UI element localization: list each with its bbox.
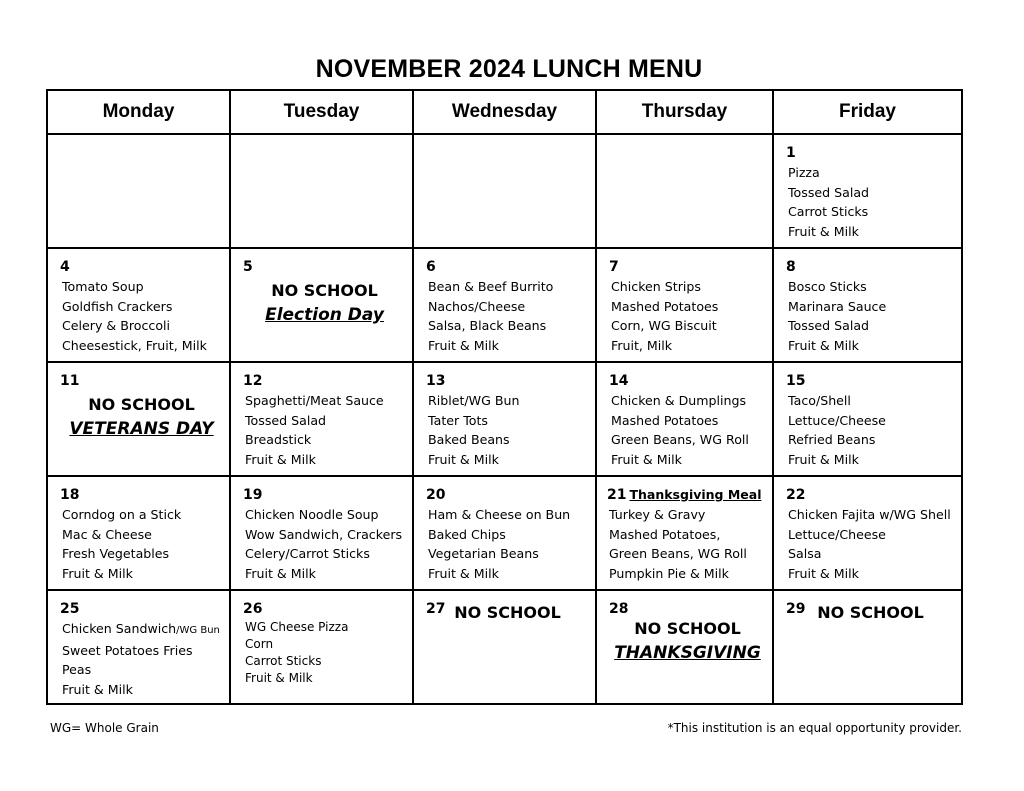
menu-items [243,391,406,469]
day-number: 26 [243,601,263,617]
day-cell [230,476,413,590]
menu-item: Salsa [788,546,822,562]
no-school-day-cell [47,362,230,476]
menu-item: Baked Chips [428,526,506,542]
menu-item: Fruit & Milk [62,681,133,697]
day-number: 18 [60,487,80,503]
week-row [47,134,962,248]
day-number: 28 [609,601,629,617]
menu-item: Vegetarian Beans [428,546,539,562]
menu-item: Corndog on a Stick [62,507,182,522]
menu-items [243,619,406,687]
empty-day-cell [47,134,230,248]
menu-item: Bosco Sticks [788,279,867,294]
menu-item: Breadstick [245,432,312,448]
day-number: 7 [609,259,619,275]
menu-item: Fruit & Milk [428,565,499,581]
menu-item: Fruit, Milk [611,337,673,353]
day-number: 27 [426,601,446,617]
menu-item: Fruit & Milk [428,451,499,467]
week-row [47,362,962,476]
menu-item: Chicken Noodle Soup [245,507,379,522]
menu-item: Corn [245,637,274,651]
menu-item: Mashed Potatoes [611,412,719,428]
holiday-reason: VETERANS DAY [69,419,214,439]
no-school-day-cell [596,590,773,704]
empty-day-cell [413,134,596,248]
menu-item: Carrot Sticks [245,654,322,668]
menu-items [426,277,589,355]
day-number: 8 [786,259,796,275]
menu-item: Mashed Potatoes [611,298,719,314]
menu-item: Fruit & Milk [611,451,682,467]
menu-items [243,505,406,583]
no-school-label: NO SCHOOL [817,603,924,622]
menu-item: Marinara Sauce [788,298,887,314]
empty-day-cell [230,134,413,248]
lunch-menu-calendar [46,89,963,705]
menu-item: Pumpkin Pie & Milk [609,565,729,581]
menu-item: Fresh Vegetables [62,546,170,562]
menu-item: Baked Beans [428,432,510,448]
menu-item: Tossed Salad [245,412,327,428]
menu-items [786,163,955,241]
day-cell [413,362,596,476]
menu-item: Sweet Potatoes Fries [62,642,193,658]
day-cell [47,476,230,590]
menu-item: Carrot Sticks [788,204,869,220]
menu-item: Green Beans, WG Roll [609,546,747,562]
day-number: 6 [426,259,436,275]
menu-item: Peas [62,662,92,678]
day-cell [596,476,773,590]
day-cell [47,590,230,704]
weekday-header-thursday: Thursday [596,90,773,134]
week-row [47,590,962,704]
menu-item: Ham & Cheese on Bun [428,507,571,522]
holiday-reason: Election Day [265,305,384,325]
no-school-label: NO SCHOOL [271,281,378,300]
menu-items [786,277,955,355]
day-cell [413,476,596,590]
day-cell [596,248,773,362]
day-number: 15 [786,373,806,389]
weekday-header-row [47,90,962,134]
day-cell [596,362,773,476]
menu-item: Turkey & Gravy [609,507,706,522]
menu-items [60,505,223,583]
day-number: 4 [60,259,70,275]
menu-items [60,619,223,699]
menu-item: Nachos/Cheese [428,298,526,314]
menu-item: Cheesestick, Fruit, Milk [62,337,207,353]
weekday-header-tuesday: Tuesday [230,90,413,134]
menu-items [426,391,589,469]
menu-items [786,505,955,583]
day-number: 5 [243,259,253,275]
menu-item: Fruit & Milk [62,565,133,581]
menu-item: Fruit & Milk [245,671,313,685]
bun-note: /WG Bun [176,625,220,636]
week-row [47,476,962,590]
menu-item: Fruit & Milk [245,451,316,467]
menu-item: Green Beans, WG Roll [611,432,749,448]
empty-day-cell [596,134,773,248]
menu-items [609,391,766,469]
menu-item: Chicken Fajita w/WG Shell [788,507,951,522]
menu-item: Lettuce/Cheese [788,526,886,542]
menu-items [609,277,766,355]
menu-item: Fruit & Milk [788,337,859,353]
weekday-header-monday: Monday [47,90,230,134]
menu-item: Corn, WG Biscuit [611,318,717,334]
menu-item: Salsa, Black Beans [428,318,547,334]
day-cell [230,362,413,476]
no-school-day-cell [413,590,596,704]
week-row [47,248,962,362]
menu-items [607,505,766,583]
no-school-day-cell [773,590,962,704]
menu-item: Fruit & Milk [788,451,859,467]
menu-item: Tater Tots [428,412,488,428]
day-number: 1 [786,145,796,161]
day-cell [47,248,230,362]
menu-items [426,505,589,583]
day-cell [413,248,596,362]
menu-item: Spaghetti/Meat Sauce [245,393,384,408]
day-cell [230,590,413,704]
menu-item: Pizza [788,165,820,180]
day-number: 19 [243,487,263,503]
menu-item: Lettuce/Cheese [788,412,886,428]
menu-item: Fruit & Milk [245,565,316,581]
day-number: 14 [609,373,629,389]
day-number: 21 [607,487,627,503]
menu-item: Celery/Carrot Sticks [245,546,370,562]
day-number: 22 [786,487,806,503]
day-cell [773,476,962,590]
menu-item: Mac & Cheese [62,526,152,542]
no-school-day-cell [230,248,413,362]
day-number: 11 [60,373,80,389]
menu-item: Fruit & Milk [788,565,859,581]
menu-item: Refried Beans [788,432,876,448]
day-cell [773,248,962,362]
whole-grain-legend: WG= Whole Grain [50,721,159,735]
weekday-header-friday: Friday [773,90,962,134]
menu-item: Chicken Sandwich/WG Bun [62,621,220,636]
menu-item: Mashed Potatoes, [609,526,721,542]
menu-item: Tossed Salad [788,318,870,334]
menu-item: Fruit & Milk [428,337,499,353]
day-number: 12 [243,373,263,389]
menu-item: Tossed Salad [788,184,870,200]
menu-item: Goldfish Crackers [62,298,173,314]
no-school-label: NO SCHOOL [454,603,561,622]
equal-opportunity-notice: *This institution is an equal opportunity provider. [667,721,962,735]
menu-item: WG Cheese Pizza [245,620,349,634]
holiday-reason: THANKSGIVING [614,643,761,663]
day-cell [773,362,962,476]
menu-item: Bean & Beef Burrito [428,279,554,294]
menu-item: Chicken & Dumplings [611,393,747,408]
menu-items [786,391,955,469]
menu-item: Taco/Shell [788,393,851,408]
menu-item: Celery & Broccoli [62,318,171,334]
day-number: 29 [786,601,806,617]
menu-item: Wow Sandwich, Crackers [245,526,403,542]
menu-item: Tomato Soup [62,279,144,294]
no-school-label: NO SCHOOL [634,619,741,638]
day-number: 13 [426,373,446,389]
thanksgiving-meal-label: Thanksgiving Meal [629,487,762,502]
no-school-label: NO SCHOOL [88,395,195,414]
day-number-row [607,485,766,505]
menu-item: Riblet/WG Bun [428,393,520,408]
day-number: 25 [60,601,80,617]
weekday-header-wednesday: Wednesday [413,90,596,134]
day-cell [773,134,962,248]
menu-item: Fruit & Milk [788,223,859,239]
page-title: NOVEMBER 2024 LUNCH MENU [315,55,703,83]
menu-item: Chicken Strips [611,279,701,294]
day-number: 20 [426,487,446,503]
menu-items [60,277,223,355]
